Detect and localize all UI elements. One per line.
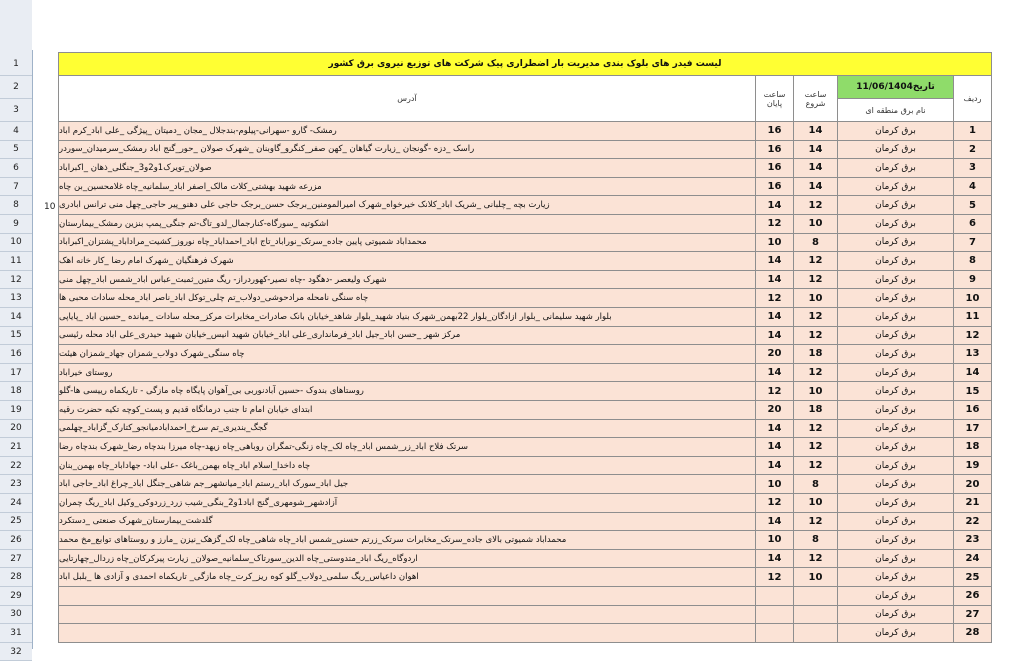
region-cell[interactable]: برق کرمان — [838, 420, 954, 439]
start-time-cell[interactable]: 12 — [794, 364, 838, 383]
region-cell[interactable]: برق کرمان — [838, 587, 954, 606]
header-end-top: ساعت — [763, 89, 786, 99]
end-time-cell[interactable]: 16 — [756, 122, 794, 141]
region-cell[interactable]: برق کرمان — [838, 215, 954, 234]
row-header[interactable]: 17 — [0, 364, 32, 383]
start-time-cell[interactable]: 12 — [794, 308, 838, 327]
end-time-cell[interactable]: 14 — [756, 252, 794, 271]
radif-cell[interactable]: 7 — [954, 234, 992, 253]
address-cell[interactable]: گلدشت_بیمارستان_شهرک صنعتی _دستکرد — [58, 513, 756, 532]
row-header[interactable]: 10 — [0, 234, 32, 253]
region-cell[interactable]: برق کرمان — [838, 457, 954, 476]
address-cell[interactable]: راسک _دزه -گونجان _زیارت گیاهان _کهن صفر_کنگرو_گاوبنان _شهرک صولان _حور_گنج اباد رمشک_سرمیدان_سوردر — [58, 141, 756, 160]
start-time-cell[interactable]: 10 — [794, 382, 838, 401]
row-header[interactable]: 19 — [0, 401, 32, 420]
address-cell[interactable] — [58, 606, 756, 625]
region-cell[interactable]: برق کرمان — [838, 159, 954, 178]
address-cell[interactable]: آزادشهر_شومهری_گنج اباد1و2_بنگی_شیب زرد_زردوکی_وکیل اباد_ریگ چمران — [58, 494, 756, 513]
address-cell[interactable]: سرتک فلاح اباد_زر_شمس اباد_چاه لک_چاه زنگی-تمگران روباهی_چاه زیهد-چاه میرزا بندچاه رضا_شهرک بندچاه رضا — [58, 438, 756, 457]
end-time-cell[interactable]: 20 — [756, 345, 794, 364]
region-cell[interactable]: برق کرمان — [838, 364, 954, 383]
row-header[interactable]: 2 — [0, 76, 32, 99]
region-cell[interactable]: برق کرمان — [838, 494, 954, 513]
row-header[interactable]: 9 — [0, 215, 32, 234]
address-cell[interactable]: صولان_تویرک1و2و3_جنگلی_ذهان _اکبراباد — [58, 159, 756, 178]
row-header[interactable]: 30 — [0, 606, 32, 625]
row-header[interactable]: 7 — [0, 178, 32, 197]
end-time-cell[interactable]: 16 — [756, 159, 794, 178]
region-cell[interactable]: برق کرمان — [838, 438, 954, 457]
address-cell[interactable]: چاه داخدا_اسلام اباد_چاه بهمن_باغک -علی اباد- جهاداباد_چاه بهمن_بنان — [58, 457, 756, 476]
start-time-cell[interactable] — [794, 606, 838, 625]
radif-cell[interactable]: 18 — [954, 438, 992, 457]
start-time-cell[interactable]: 10 — [794, 568, 838, 587]
region-cell[interactable]: برق کرمان — [838, 606, 954, 625]
end-time-cell[interactable]: 14 — [756, 271, 794, 290]
end-time-cell[interactable]: 14 — [756, 420, 794, 439]
region-cell[interactable]: برق کرمان — [838, 531, 954, 550]
radif-cell[interactable]: 14 — [954, 364, 992, 383]
row-header[interactable]: 4 — [0, 122, 32, 141]
radif-cell[interactable]: 15 — [954, 382, 992, 401]
region-cell[interactable]: برق کرمان — [838, 624, 954, 643]
region-cell[interactable]: برق کرمان — [838, 271, 954, 290]
radif-cell[interactable]: 10 — [954, 289, 992, 308]
address-cell[interactable]: محمداباد شمیوتی بالای جاده_سرتک_مخابرات سرتک_زرتم حسنی_شمس اباد_چاه شاهی_چاه لک_گزهک_نیزن _مارز و روستاهای توابع_مخ محمد — [58, 531, 756, 550]
address-cell[interactable]: مزرعه شهید بهشتی_کلات مالک_اصفر اباد_سلمانیه_چاه غلامحسین_بن چاه — [58, 178, 756, 197]
row-header[interactable]: 16 — [0, 345, 32, 364]
radif-cell[interactable]: 1 — [954, 122, 992, 141]
address-cell[interactable]: اردوگاه_ریگ اباد_متدوستی_چاه الدین_سورتاک_سلمانیه_صولان_ زیارت پیرکرکان_چاه زردال_چهارتایی — [58, 550, 756, 569]
address-cell[interactable]: زیارت بچه _چلبانی _شریک اباد_کلانک خیرخواه_شهرک امیرالمومنین_برجک حسن_برجک حاجی علی دهنو_پیر حاجی_چهل منی ترانس ابادری — [58, 196, 756, 215]
row-header[interactable]: 32 — [0, 643, 32, 661]
address-cell[interactable]: شهرک ولیعصر -دهگود -چاه نصیر-کهوردراز- ریگ متین_ثمبت_عباس اباد_شمس اباد_چهل منی — [58, 271, 756, 290]
address-cell[interactable]: گجگ_بندیری_تم سرخ_احمدابادمیانجو_کتارک_گزاباد_چهلمی — [58, 420, 756, 439]
row-header[interactable]: 8 — [0, 196, 32, 215]
region-cell[interactable]: برق کرمان — [838, 345, 954, 364]
radif-cell[interactable]: 26 — [954, 587, 992, 606]
start-time-cell[interactable]: 14 — [794, 141, 838, 160]
end-time-cell[interactable]: 14 — [756, 196, 794, 215]
start-time-cell[interactable]: 12 — [794, 327, 838, 346]
header-end-time — [756, 76, 794, 122]
radif-cell[interactable]: 25 — [954, 568, 992, 587]
radif-cell[interactable]: 17 — [954, 420, 992, 439]
address-cell[interactable]: مرکز شهر _حسن اباد_جیل اباد_فرمانداری_علی اباد_خیابان شهید انیس_خیابان شهید حیدری_علی اباد محله رئیسی — [58, 327, 756, 346]
end-time-cell[interactable]: 10 — [756, 475, 794, 494]
radif-cell[interactable]: 23 — [954, 531, 992, 550]
radif-cell[interactable]: 3 — [954, 159, 992, 178]
start-time-cell[interactable]: 12 — [794, 457, 838, 476]
address-cell[interactable] — [58, 587, 756, 606]
address-cell[interactable]: جیل اباد_سورک اباد_رستم اباد_میانشهر_جم شاهی_جنگل اباد_چراغ اباد_حاجی اباد — [58, 475, 756, 494]
radif-cell[interactable]: 21 — [954, 494, 992, 513]
region-cell[interactable]: برق کرمان — [838, 308, 954, 327]
start-time-cell[interactable]: 12 — [794, 420, 838, 439]
row-header[interactable]: 6 — [0, 159, 32, 178]
region-cell[interactable]: برق کرمان — [838, 122, 954, 141]
row-header[interactable]: 12 — [0, 271, 32, 290]
end-time-cell[interactable]: 12 — [756, 568, 794, 587]
address-cell[interactable]: اهوان داعیاس_ریگ سلمی_دولاب_گلو کوه ریز_کرت_چاه مازگی_ تاریکماه احمدی و آزادی ها _بلبل اباد — [58, 568, 756, 587]
address-cell[interactable]: شهرک فرهنگیان _شهرک امام رضا _کار خانه اهک — [58, 252, 756, 271]
row-header[interactable]: 13 — [0, 289, 32, 308]
address-cell[interactable]: روستاهای بندوک -حسین آبادنوربی بی_آهوان پایگاه چاه مازگی - تاریکماه رییسی ها-گلو — [58, 382, 756, 401]
row-header[interactable]: 27 — [0, 550, 32, 569]
address-cell[interactable] — [58, 624, 756, 643]
start-time-cell[interactable]: 10 — [794, 215, 838, 234]
end-time-cell[interactable]: 14 — [756, 327, 794, 346]
end-time-cell[interactable] — [756, 587, 794, 606]
radif-cell[interactable]: 6 — [954, 215, 992, 234]
row-header-column — [0, 0, 33, 657]
region-cell[interactable]: برق کرمان — [838, 550, 954, 569]
start-time-cell[interactable]: 8 — [794, 234, 838, 253]
end-time-cell[interactable]: 12 — [756, 382, 794, 401]
start-time-cell[interactable]: 14 — [794, 122, 838, 141]
row-header[interactable]: 14 — [0, 308, 32, 327]
header-start-bottom: شروع — [805, 98, 826, 108]
header-date: تاریخ11/06/1404 — [838, 76, 954, 99]
start-time-cell[interactable]: 12 — [794, 550, 838, 569]
region-cell[interactable]: برق کرمان — [838, 513, 954, 532]
region-cell[interactable]: برق کرمان — [838, 327, 954, 346]
address-cell[interactable]: چاه سنگی نامحله مرادحوشی_دولاب_تم چلی_توکل اباد_ناصر اباد_محله سادات محبی ها — [58, 289, 756, 308]
end-time-cell[interactable]: 16 — [756, 141, 794, 160]
end-time-cell[interactable]: 16 — [756, 178, 794, 197]
radif-cell[interactable]: 16 — [954, 401, 992, 420]
header-start-time — [794, 76, 838, 122]
address-cell[interactable]: محمداباد شمیوتی پایین جاده_سرتک_نوراباد_تاج اباد_احمداباد_چاه نوروز_کشیت_مراداباد_پشتزان_اکبراباد — [58, 234, 756, 253]
row-header[interactable]: 29 — [0, 587, 32, 606]
region-cell[interactable]: برق کرمان — [838, 382, 954, 401]
radif-cell[interactable]: 11 — [954, 308, 992, 327]
region-cell[interactable]: برق کرمان — [838, 178, 954, 197]
radif-cell[interactable]: 22 — [954, 513, 992, 532]
radif-cell[interactable]: 28 — [954, 624, 992, 643]
start-time-cell[interactable]: 14 — [794, 178, 838, 197]
address-cell[interactable]: روستای خیراباد — [58, 364, 756, 383]
address-cell[interactable]: ابتدای خیابان امام تا جنب درمانگاه قدیم و پست_کوچه تکیه حضرت رقیه — [58, 401, 756, 420]
end-time-cell[interactable]: 12 — [756, 215, 794, 234]
end-time-cell[interactable]: 12 — [756, 289, 794, 308]
start-time-cell[interactable]: 18 — [794, 401, 838, 420]
radif-cell[interactable]: 12 — [954, 327, 992, 346]
end-time-cell[interactable]: 14 — [756, 364, 794, 383]
end-time-cell[interactable]: 14 — [756, 550, 794, 569]
end-time-cell[interactable] — [756, 606, 794, 625]
header-region: نام برق منطقه ای — [838, 99, 954, 122]
header-start-top: ساعت — [804, 89, 827, 99]
start-time-cell[interactable]: 10 — [794, 289, 838, 308]
start-time-cell[interactable]: 12 — [794, 196, 838, 215]
start-time-cell[interactable] — [794, 587, 838, 606]
row-header[interactable]: 22 — [0, 457, 32, 476]
start-time-cell[interactable]: 12 — [794, 438, 838, 457]
region-cell[interactable]: برق کرمان — [838, 141, 954, 160]
start-time-cell[interactable]: 8 — [794, 531, 838, 550]
end-time-cell[interactable]: 14 — [756, 513, 794, 532]
start-time-cell[interactable]: 14 — [794, 159, 838, 178]
row-header[interactable]: 25 — [0, 513, 32, 532]
row-header[interactable]: 15 — [0, 327, 32, 346]
region-cell[interactable]: برق کرمان — [838, 568, 954, 587]
end-time-cell[interactable]: 14 — [756, 457, 794, 476]
radif-cell[interactable]: 5 — [954, 196, 992, 215]
top-toolbar-area — [32, 0, 1024, 50]
row-header[interactable]: 28 — [0, 568, 32, 587]
row-header[interactable]: 11 — [0, 252, 32, 271]
row-header[interactable]: 5 — [0, 141, 32, 160]
row-header[interactable]: 3 — [0, 99, 32, 122]
row-header[interactable]: 1 — [0, 52, 32, 76]
start-time-cell[interactable]: 10 — [794, 494, 838, 513]
end-time-cell[interactable]: 10 — [756, 531, 794, 550]
row-header[interactable]: 20 — [0, 420, 32, 439]
row-header[interactable]: 31 — [0, 624, 32, 643]
end-time-cell[interactable]: 12 — [756, 494, 794, 513]
start-time-cell[interactable]: 8 — [794, 475, 838, 494]
radif-cell[interactable]: 4 — [954, 178, 992, 197]
address-cell[interactable]: اشکوتیه _سورگاه-کنارجمال_لدو_تاگ-تم جنگی_پمپ بنزین رمشک_بیمارستان — [58, 215, 756, 234]
address-cell[interactable]: رمشک- گارو -سهرانی-پیلوم-بندجلال _مجان _دمیتان _پیژگی _علی اباد_کرم اباد — [58, 122, 756, 141]
region-cell[interactable]: برق کرمان — [838, 289, 954, 308]
start-time-cell[interactable]: 18 — [794, 345, 838, 364]
radif-cell[interactable]: 9 — [954, 271, 992, 290]
end-time-cell[interactable]: 14 — [756, 438, 794, 457]
region-cell[interactable]: برق کرمان — [838, 401, 954, 420]
end-time-cell[interactable]: 20 — [756, 401, 794, 420]
address-cell[interactable]: بلوار شهید سلیمانی _بلوار ازادگان_بلوار 22بهمن_شهرک بنیاد شهید_بلوار شاهد_خیابان بانک صادرات_مخابرات مرکز_محله سادات _میانده _حسین اباد _پایاپی — [58, 308, 756, 327]
radif-cell[interactable]: 24 — [954, 550, 992, 569]
row-header[interactable]: 18 — [0, 382, 32, 401]
start-time-cell[interactable] — [794, 624, 838, 643]
header-address: آدرس — [58, 76, 756, 122]
row-header[interactable]: 26 — [0, 531, 32, 550]
row-header[interactable]: 23 — [0, 475, 32, 494]
header-end-bottom: پایان — [766, 98, 783, 108]
region-cell[interactable]: برق کرمان — [838, 475, 954, 494]
radif-cell[interactable]: 2 — [954, 141, 992, 160]
table-title: لیست فیدر های بلوک بندی مدیریت بار اضطراری پیک شرکت های توزیع نیروی برق کشور — [58, 52, 992, 76]
radif-cell[interactable]: 20 — [954, 475, 992, 494]
region-cell[interactable]: برق کرمان — [838, 196, 954, 215]
start-time-cell[interactable]: 12 — [794, 252, 838, 271]
radif-cell[interactable]: 27 — [954, 606, 992, 625]
start-time-cell[interactable]: 12 — [794, 271, 838, 290]
region-cell[interactable]: برق کرمان — [838, 234, 954, 253]
radif-cell[interactable]: 19 — [954, 457, 992, 476]
side-note: 10 — [44, 202, 56, 212]
radif-cell[interactable]: 8 — [954, 252, 992, 271]
address-cell[interactable]: چاه سنگی_شهرک دولاب_شمزان جهاد_شمزان هیئت — [58, 345, 756, 364]
row-header[interactable]: 21 — [0, 438, 32, 457]
end-time-cell[interactable] — [756, 624, 794, 643]
start-time-cell[interactable]: 12 — [794, 513, 838, 532]
end-time-cell[interactable]: 10 — [756, 234, 794, 253]
end-time-cell[interactable]: 14 — [756, 308, 794, 327]
region-cell[interactable]: برق کرمان — [838, 252, 954, 271]
row-header[interactable]: 24 — [0, 494, 32, 513]
header-radif: ردیف — [954, 76, 992, 122]
radif-cell[interactable]: 13 — [954, 345, 992, 364]
